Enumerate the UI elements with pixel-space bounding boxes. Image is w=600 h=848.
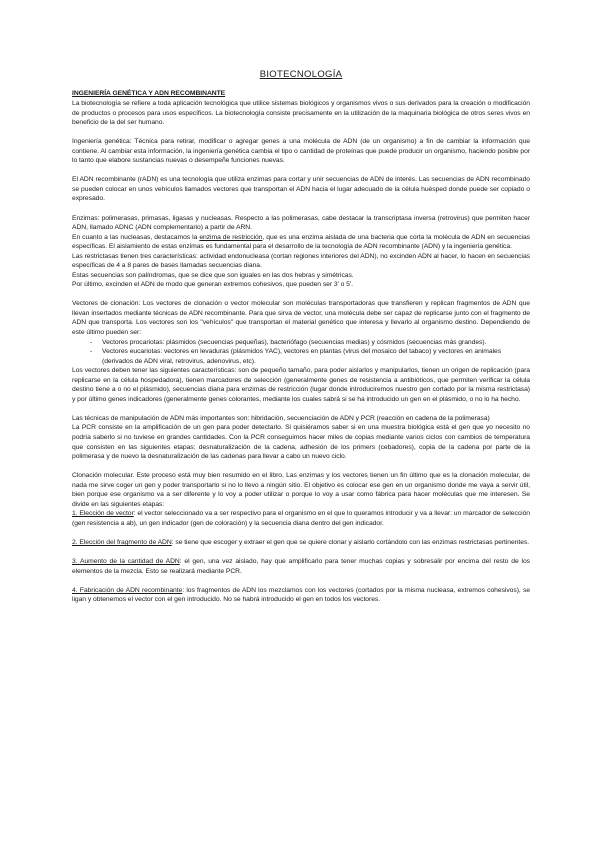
step-label: 2. Elección del fragmento de ADN — [72, 538, 172, 546]
step-text: : se tiene que escoger y extraer el gen que se quiere clonar y aislarlo cortándolo con las enzimas restrictasas pertinentes. — [171, 538, 530, 546]
adn-recombinante-paragraph: El ADN recombinante (rADN) es una tecnología que utiliza enzimas para cortar y unir secuencias de ADN de interés. Las secuencias de ADN recombinado se pueden colocar en unos vehículos llamados vectores que transportan el ADN hacia el lugar adecuado de la célula huésped donde puede ser copiado o expresado. — [72, 176, 530, 203]
list-item: - Vectores eucariotas: vectores en levaduras (plásmidos YAC), vectores en plantas (virus del mosaico del tabaco) y vectores en animales (derivados de ADN viral, retrovirus, adenovirus, etc). — [102, 347, 530, 366]
enzimas-block — [72, 214, 530, 290]
vectores-list — [72, 338, 530, 367]
enzimas-line-1: Enzimas: polimerasas, primasas, ligasas y nucleasas. Respecto a las polimerasas, cabe destacar la transcriptasa inversa (retrovirus) que permiten hacer ADN, llamado ADNC (ADN complementario) a partir de ARN. — [72, 214, 530, 232]
step-text: : el vector seleccionado va a ser respectivo para el organismo en el que lo queramos introducir y va a llevar: un marcador de selección (gen resistencia a ab), un gen indicador (gen de coloración) y la secuencia diana dentro del gen indicador. — [72, 510, 530, 527]
clonacion-intro: Clonación molecular. Este proceso está muy bien resumido en el libro. Las enzimas y los vectores tienen un fin último que es la clonación molecular, de nada me sirve coger un gen y poder transportarlo si no lo llevo a ningún sitio. El objetivo es colocar ese gen en un organismo donde me vaya a servir útil, bien porque ese organismo va a ser diferente y lo voy a poder utilizar o porque lo voy a usar como fábrica para hacer moléculas que me interesen. Se divide en las siguientes etapas: — [72, 472, 530, 508]
step-text: : los fragmentos de ADN los mezclamos con los vectores (cortados por la misma nucleasa, extremos cohesivos), se ligan y obtenemos el vector con el gen introducido. No se habrá introducido el gen en todos los vectores. — [72, 586, 531, 604]
enzimas-line-2 — [72, 233, 530, 252]
enzimas-line-3: Las restrictasas tienen tres características: actividad endonucleasa (cortan regiones interiores del ADN), no excinden ADN al hacer, lo hacen en secuencias específicas de 4 a 8 pares de bases llamadas secuencias diana. — [72, 252, 530, 270]
clonacion-step-4 — [72, 586, 530, 605]
enzimas-line-4: Estas secuencias son palíndromas, que se dice que son iguales en las dos hebras y simétricas. — [72, 271, 354, 279]
tecnicas-block — [72, 414, 530, 462]
section-title: INGENIERÍA GENÉTICA Y ADN RECOMBINANTE — [72, 89, 226, 97]
step-label: 4. Fabricación de ADN recombinante — [72, 586, 183, 594]
step-text: : el gen, una vez aislado, hay que amplificarlo para tener muchas copias y sobresalir por encima del resto de los elementos de la mezcla. Esto se realizará mediante PCR. — [72, 557, 530, 575]
enzimas-line-5: Por último, excinden el ADN de modo que generan extremos cohesivos, que pueden ser 3' o 5'. — [72, 281, 353, 289]
ingenieria-paragraph: Ingeniería genética: Técnica para retirar, modificar o agregar genes a una molécula de ADN (de un organismo) a fin de cambiar la información que contiene. Al cambiar esta información, la ingeniería genética cambia el tipo o cantidad de proteínas que puede producir un organismo, haciendo posible por lo tanto que elabore sustancias nuevas o desempeñe funciones nuevas. — [72, 138, 530, 165]
tecnicas-intro: Las técnicas de manipulación de ADN más importantes son: hibridación, secuenciación de ADN y PCR (reacción en cadena de la polimerasa) — [72, 414, 490, 422]
vectores-block — [72, 299, 530, 404]
clonacion-step-1 — [72, 509, 530, 528]
enzimas-line-2-post: , que es una enzima aislada de una bacteria que corta la molécula de ADN en secuencias específicas. El aislamiento de estas enzimas es fundamental para el desarrollo de la tecnología de ADN recombinante (ADN) y la ingeniería genética. — [72, 233, 530, 251]
step-label: 3. Aumento de la cantidad de ADN — [72, 557, 180, 565]
step-label: 1. Elección de vector — [72, 510, 134, 518]
document-title: BIOTECNOLOGÍA — [259, 69, 343, 80]
vectores-outro: Los vectores deben tener las siguientes características: son de pequeño tamaño, para poder aislarlos y manipularlos, tienen un origen de replicación (para replicarse en la célula hospedadora), tienen marcadores de selección (generalmente genes de resistencia a antibióticos, que permiten verificar la célula destino tiene a o no el plásmido), secuencias diana para enzimas de restricción (lugar donde introduciremos nuestro gen cortado por la misma restrictasa) y por último genes indicadores (generalmente genes colorantes, mediante los cuales sabrá si se ha introducido un gen en el plásmido, o no lo ha hecho. — [72, 367, 530, 403]
pcr-paragraph: La PCR consiste en la amplificación de un gen para poder detectarlo. Si quisiéramos saber si en una muestra biológica está el gen que yo necesito no podría saberlo si no tuviese en grandes cantidades. Con la PCR conseguimos hacer miles de copias mediante varios ciclos con cambios de temperatura que consisten en las siguientes etapas: desnaturalización de la cadena, adhesión de los primers (cebadores), copia de la cadena por parte de la polimerasa y de nuevo la desnaturalización de las cadenas para llevar a cabo un nuevo ciclo. — [72, 424, 530, 461]
vectores-intro: Vectores de clonación: Los vectores de clonación o vector molecular son moléculas transportadoras que transfieren y replican fragmentos de ADN que llevan insertados mediante técnicas de ADN recombinante. Para que sirva de vector, una molécula debe ser capaz de replicarse junto con el fragmento de ADN que transporta. Los vectores son los "vehículos" que transportan el material genético que interesa y llevarlo al organismo destino. Dependiendo de este último pueden ser: — [72, 300, 530, 337]
clonacion-step-3 — [72, 557, 530, 576]
enzimas-line-2-pre: En cuanto a las nucleasas, destacamos la — [72, 233, 198, 241]
list-item: - Vectores procariotas: plásmidos (secuencias pequeñas), bacteriófago (secuencias medias) y cósmidos (secuencias más grandes). — [102, 338, 530, 348]
clonacion-step-2 — [72, 538, 530, 548]
enzima-restriccion-term: enzima de restricción — [199, 233, 263, 241]
intro-paragraph: La biotecnología se refiere a toda aplicación tecnológica que utilice sistemas biológicos y organismos vivos o sus derivados para la creación o modificación de productos o procesos para usos específicos. La biotecnología consiste precisamente en la utilización de la maquinaria biológica de otros seres vivos en beneficio de la del ser humano. — [72, 100, 530, 127]
